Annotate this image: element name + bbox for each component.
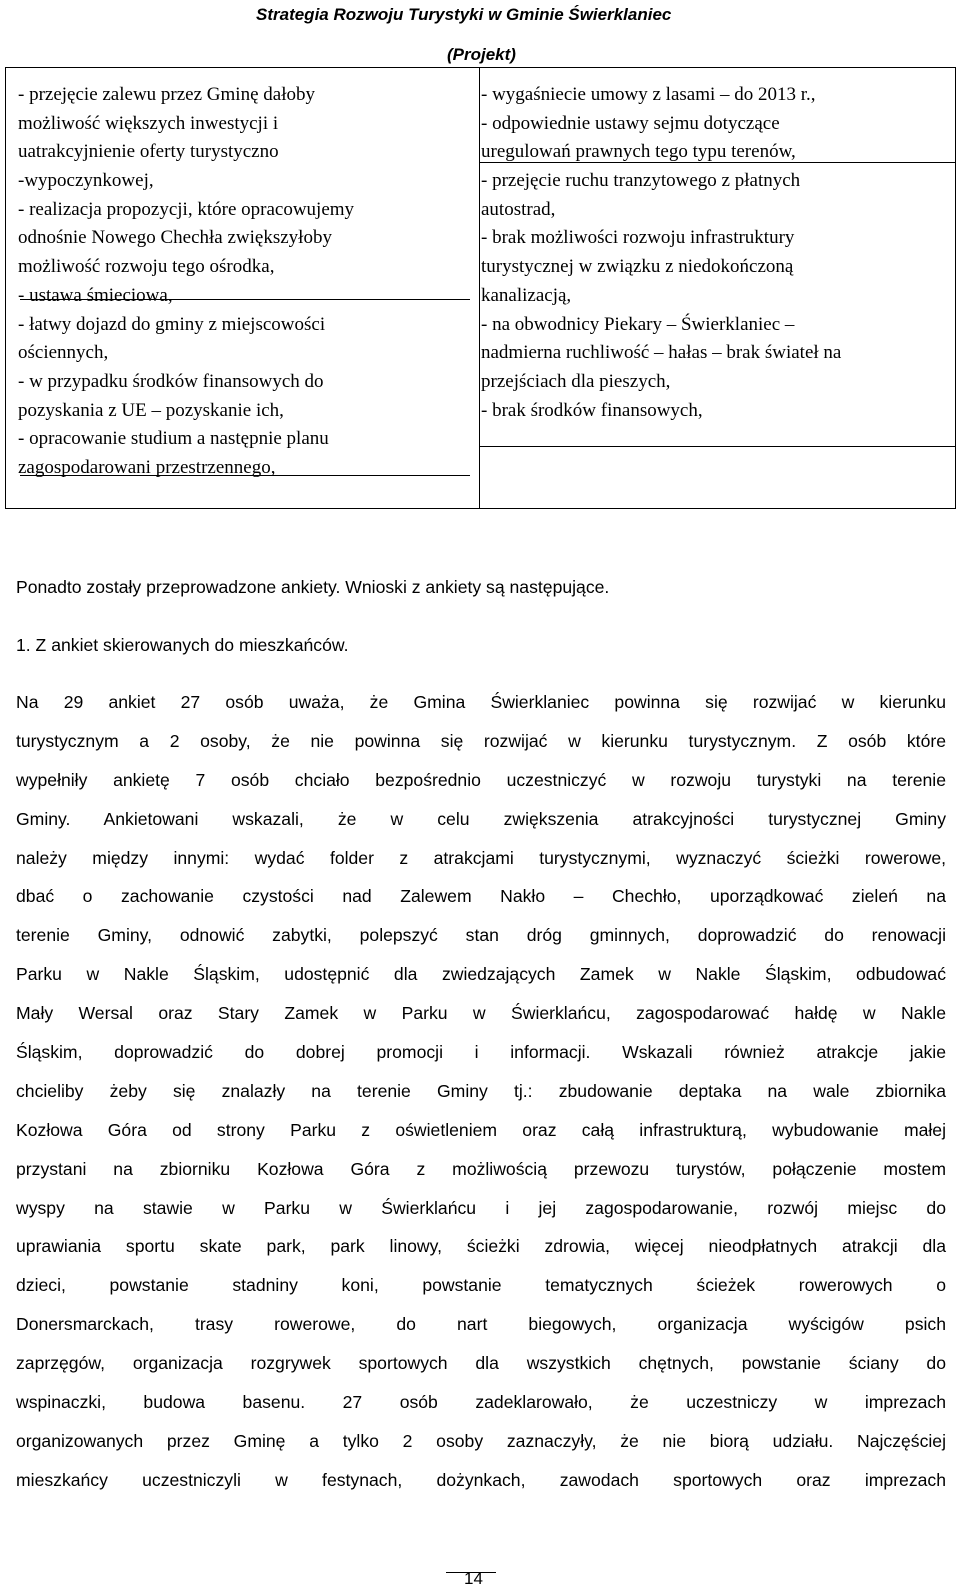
paragraph-line: Donersmarckach, trasy rowerowe, do nart biegowych, organizacja wyścigów psich <box>16 1314 946 1335</box>
table-line: kanalizacją, <box>481 284 572 306</box>
table-line: - wygaśniecie umowy z lasami – do 2013 r., <box>481 84 816 105</box>
section-heading: 1. Z ankiet skierowanych do mieszkańców. <box>16 635 349 655</box>
table-line: - przejęcie ruchu tranzytowego z płatnych <box>481 170 801 192</box>
paragraph-line: Śląskim, doprowadzić do dobrej promocji i informacji. Wskazali również atrakcje jakie <box>16 1042 946 1063</box>
right-bottom-rule <box>480 446 955 447</box>
table-line: - przejęcie zalewu przez Gminę dałoby <box>18 84 315 105</box>
paragraph-line: wspinaczki, budowa basenu. 27 osób zadeklarowało, że uczestniczy w imprezach <box>16 1392 946 1413</box>
table-line: pozyskania z UE – pozyskanie ich, <box>18 399 284 421</box>
paragraph-line: wyspy na stawie w Parku w Świerklańcu i jej zagospodarowanie, rozwój miejsc do <box>16 1197 946 1218</box>
paragraph-line: dzieci, powstanie stadniny koni, powstanie tematycznych ścieżek rowerowych o <box>16 1275 946 1296</box>
paragraph-line: Na 29 ankiet 27 osób uważa, że Gmina Świerklaniec powinna się rozwijać w kierunku <box>16 692 946 712</box>
left-bottom-rule <box>20 475 470 476</box>
table-line: - ustawa śmieciowa, <box>18 284 173 306</box>
table-line: - na obwodnicy Piekary – Świerklaniec – <box>481 313 795 335</box>
paragraph-line: terenie Gminy, odnowić zabytki, polepszyć stan dróg gminnych, doprowadzić do renowacji <box>16 925 946 946</box>
table-line: zagospodarowani przestrzennego, <box>18 456 276 478</box>
paragraph-line: Gminy. Ankietowani wskazali, że w celu zwiększenia atrakcyjności turystycznej Gminy <box>16 808 946 829</box>
document-status: (Projekt) <box>447 45 516 64</box>
paragraph-line: uprawiania sportu skate park, park linowy, ścieżki zdrowia, więcej nieodpłatnych atrakcji dla <box>16 1236 946 1257</box>
paragraph-line: chcieliby żeby się znalazły na terenie Gminy tj.: zbudowanie deptaka na wale zbiornika <box>16 1080 946 1101</box>
table-line: - w przypadku środków finansowych do <box>18 370 324 392</box>
paragraph-line: należy między innymi: wydać folder z atrakcjami turystycznymi, wyznaczyć ścieżki rowerowe, <box>16 847 946 868</box>
table-line: przejściach dla pieszych, <box>481 370 671 392</box>
table-line: ościennych, <box>18 342 109 364</box>
left-separator-rule <box>20 299 470 300</box>
paragraph-line: przystani na zbiorniku Kozłowa Góra z możliwością przewozu turystów, połączenie mostem <box>16 1158 946 1179</box>
right-separator-rule <box>480 162 955 163</box>
page-number: 14 <box>464 1569 483 1588</box>
paragraph-line: wypełniły ankietę 7 osób chciało bezpośrednio uczestniczyć w rozwoju turystyki na terenie <box>16 769 946 790</box>
column-divider <box>479 68 480 508</box>
table-line: uatrakcyjnienie oferty turystyczno <box>18 141 279 163</box>
table-line: - brak możliwości rozwoju infrastruktury <box>481 227 795 249</box>
table-line: - brak środków finansowych, <box>481 399 703 421</box>
paragraph-line: turystycznym a 2 osoby, że nie powinna się rozwijać w kierunku turystycznym. Z osób które <box>16 730 946 751</box>
table-line: odnośnie Nowego Chechła zwiększyłoby <box>18 227 332 249</box>
intro-paragraph: Ponadto zostały przeprowadzone ankiety. Wnioski z ankiety są następujące. <box>16 577 610 597</box>
table-line: -wypoczynkowej, <box>18 170 154 192</box>
paragraph-line: organizowanych przez Gminę a tylko 2 osoby zaznaczyły, że nie biorą udziału. Najczęściej <box>16 1430 946 1451</box>
table-line: możliwość rozwoju tego ośrodka, <box>18 256 275 278</box>
table-line: uregulowań prawnych tego typu terenów, <box>481 141 796 163</box>
document-title: Strategia Rozwoju Turystyki w Gminie Świerklaniec <box>256 5 672 24</box>
paragraph-line: zaprzęgów, organizacja rozgrywek sportowych dla wszystkich chętnych, powstanie ściany do <box>16 1353 946 1374</box>
paragraph-line: Parku w Nakle Śląskim, udostępnić dla zwiedzających Zamek w Nakle Śląskim, odbudować <box>16 964 946 985</box>
table-line: możliwość większych inwestycji i <box>18 112 279 134</box>
table-line: nadmierna ruchliwość – hałas – brak świateł na <box>481 342 842 364</box>
table-line: - łatwy dojazd do gminy z miejscowości <box>18 313 326 335</box>
survey-paragraph <box>16 683 946 1500</box>
paragraph-line: Kozłowa Góra od strony Parku z oświetleniem oraz całą infrastrukturą, wybudowanie małej <box>16 1119 946 1140</box>
table-line: - realizacja propozycji, które opracowujemy <box>18 198 355 220</box>
paragraph-line: mieszkańcy uczestniczyli w festynach, dożynkach, zawodach sportowych oraz imprezach <box>16 1469 946 1490</box>
paragraph-line: Mały Wersal oraz Stary Zamek w Parku w Świerklańcu, zagospodarować hałdę w Nakle <box>16 1003 946 1024</box>
paragraph-line: dbać o zachowanie czystości nad Zalewem Nakło – Chechło, uporządkować zieleń na <box>16 886 946 907</box>
threats-cell <box>481 81 953 425</box>
opportunities-cell <box>18 81 473 483</box>
page-header <box>0 4 960 64</box>
table-line: turystycznej w związku z niedokończoną <box>481 256 794 278</box>
table-line: - opracowanie studium a następnie planu <box>18 428 329 450</box>
table-line: autostrad, <box>481 198 556 220</box>
swot-table <box>5 67 956 509</box>
table-line: - odpowiednie ustawy sejmu dotyczące <box>481 112 780 134</box>
